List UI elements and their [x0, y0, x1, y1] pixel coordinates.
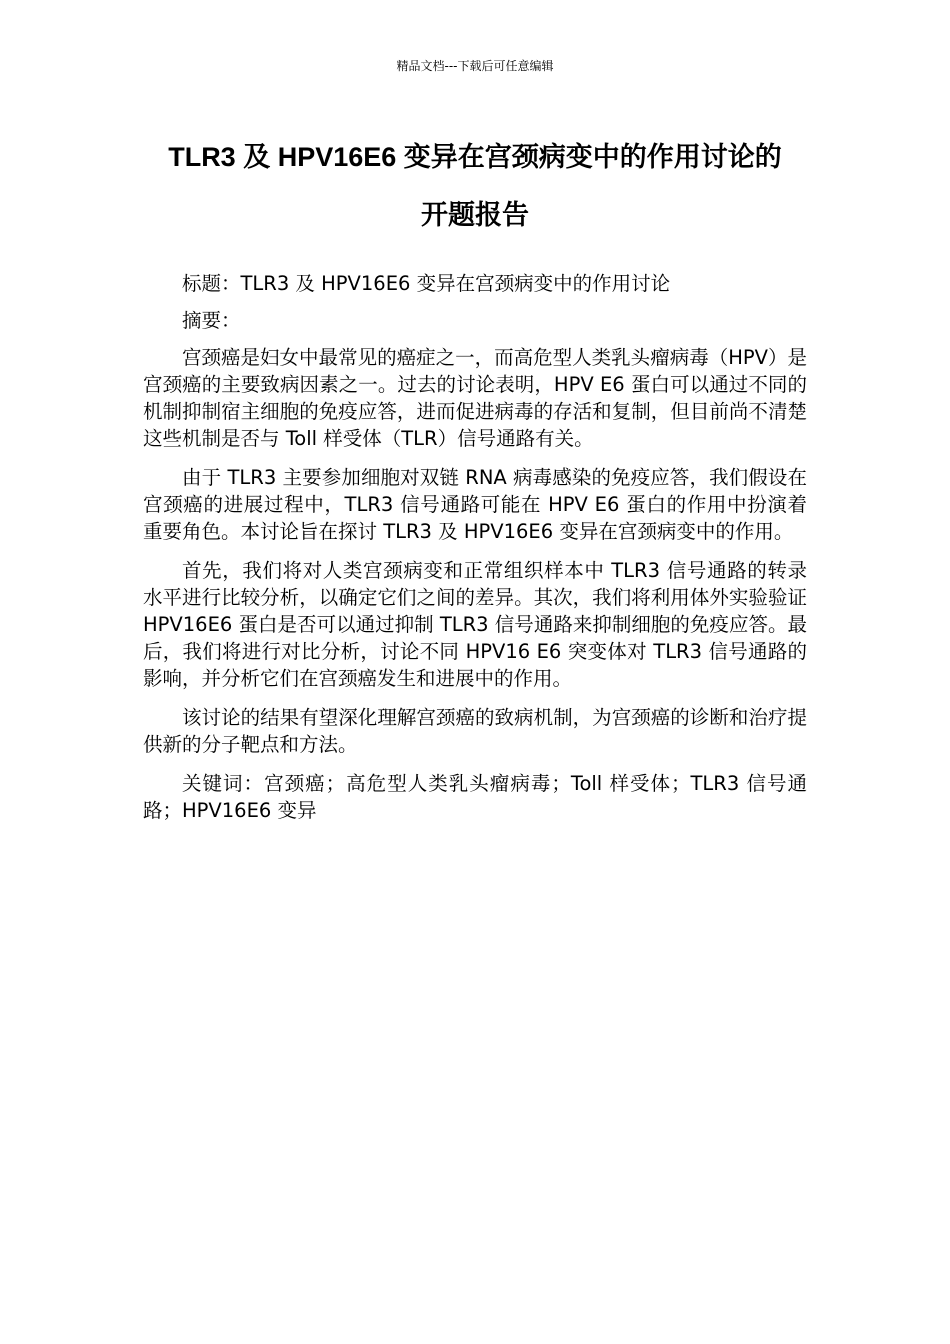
body-paragraph: 首先，我们将对人类宫颈病变和正常组织样本中 TLR3 信号通路的转录水平进行比较分析，以确定它们之间的差异。其次，我们将利用体外实验验证 HPV16E6 蛋白是否可以通过抑制 TLR3 信号通路来抑制细胞的免疫应答。最后，我们将进行对比分析，讨论不同 HPV16 E6 突变体对 TLR3 信号通路的影响，并分析它们在宫颈癌发生和进展中的作用。 — [143, 559, 807, 690]
document-title-line-1: TLR3 及 HPV16E6 变异在宫颈病变中的作用讨论的 — [168, 142, 782, 172]
body-paragraph: 宫颈癌是妇女中最常见的癌症之一，而高危型人类乳头瘤病毒（HPV）是宫颈癌的主要致病因素之一。过去的讨论表明，HPV E6 蛋白可以通过不同的机制抑制宿主细胞的免疫应答，进而促进病毒的存活和复制，但目前尚不清楚这些机制是否与 Toll 样受体（TLR）信号通路有关。 — [143, 346, 807, 450]
body-paragraph: 由于 TLR3 主要参加细胞对双链 RNA 病毒感染的免疫应答，我们假设在宫颈癌的进展过程中，TLR3 信号通路可能在 HPV E6 蛋白的作用中扮演着重要角色。本讨论旨在探讨 TLR3 及 HPV16E6 变异在宫颈病变中的作用。 — [143, 466, 807, 543]
document-title-line-2: 开题报告 — [421, 200, 529, 230]
subject-line: 标题：TLR3 及 HPV16E6 变异在宫颈病变中的作用讨论 — [182, 272, 671, 295]
document-title — [120, 128, 830, 244]
header-note: 精品文档---下载后可任意编辑 — [396, 59, 554, 73]
abstract-label: 摘要： — [182, 309, 241, 332]
body-paragraph: 该讨论的结果有望深化理解宫颈癌的致病机制，为宫颈癌的诊断和治疗提供新的分子靶点和方法。 — [143, 706, 807, 756]
keywords-paragraph: 关键词：宫颈癌；高危型人类乳头瘤病毒；Toll 样受体；TLR3 信号通路；HPV16E6 变异 — [143, 772, 807, 822]
document-body — [143, 270, 807, 836]
